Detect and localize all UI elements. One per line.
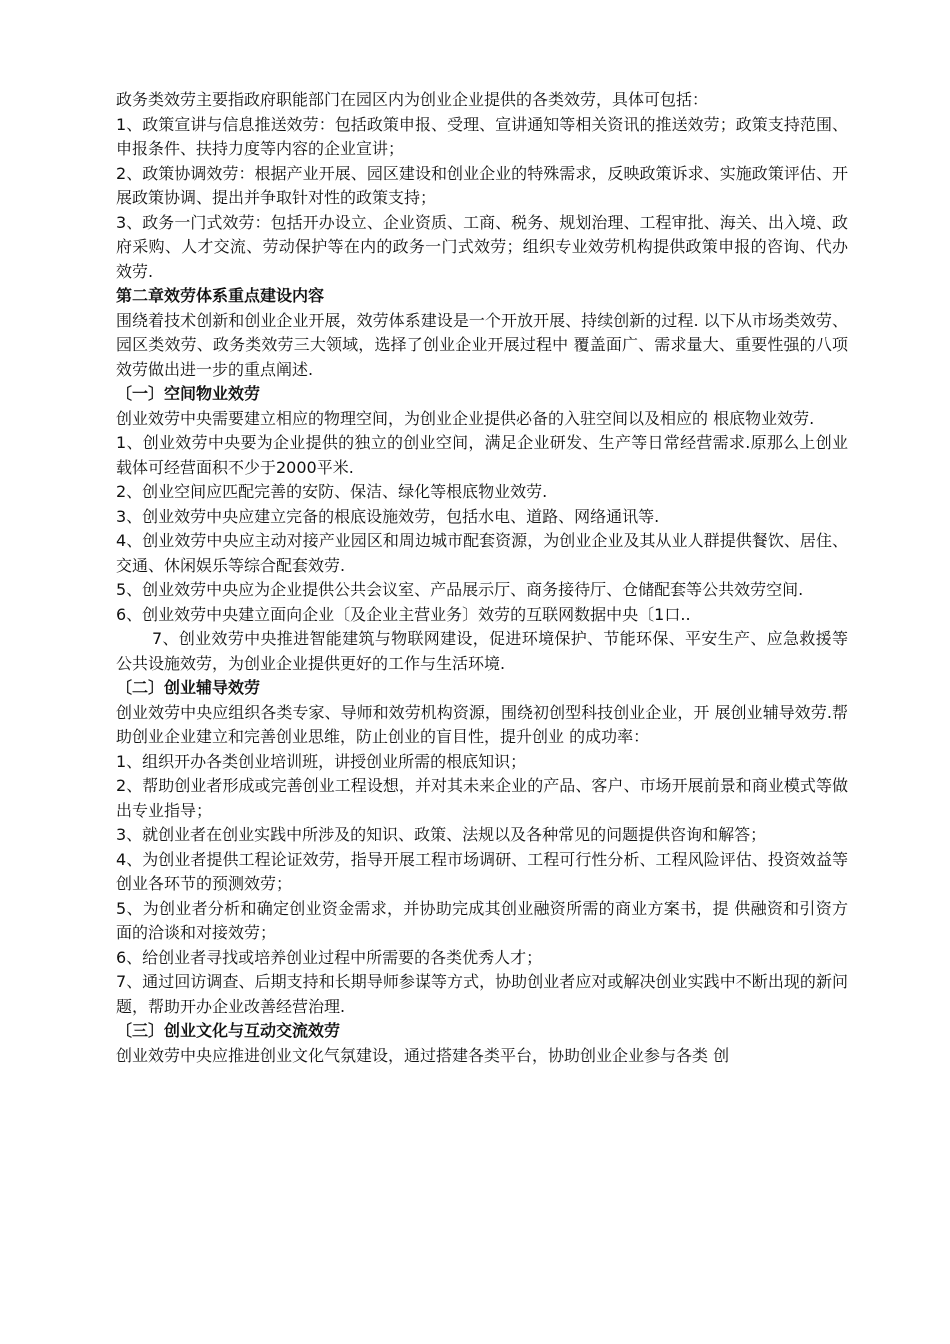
section-heading-culture-exchange: 〔三〕创业文化与互动交流效劳 — [116, 1021, 341, 1040]
paragraph: 围绕着技术创新和创业企业开展，效劳体系建设是一个开放开展、持续创新的过程. 以下从市场类效劳、园区类效劳、政务类效劳三大领域，选择了创业企业开展过程中 覆盖面广、需求量大、重要性强的八项效劳做出进一步的重点阐述. — [116, 310, 848, 379]
list-item: 7、通过回访调查、后期支持和长期导师参谋等方式，协助创业者应对或解决创业实践中不断出现的新问题，帮助开办企业改善经营治理. — [116, 972, 848, 1016]
list-item: 3、创业效劳中央应建立完备的根底设施效劳，包括水电、道路、网络通讯等. — [116, 506, 660, 526]
section-heading-startup-guidance: 〔二〕创业辅导效劳 — [116, 678, 261, 697]
list-item: 3、政务一门式效劳：包括开办设立、企业资质、工商、税务、规划治理、工程审批、海关、出入境、政府采购、人才交流、劳动保护等在内的政务一门式效劳；组织专业效劳机构提供政策申报的咨询、代办效劳. — [116, 212, 848, 281]
list-item: 6、给创业者寻找或培养创业过程中所需要的各类优秀人才； — [116, 947, 543, 967]
list-item: 4、为创业者提供工程论证效劳，指导开展工程市场调研、工程可行性分析、工程风险评估、投资效益等创业各环节的预测效劳； — [116, 849, 848, 893]
list-item: 3、就创业者在创业实践中所涉及的知识、政策、法规以及各种常见的问题提供咨询和解答； — [116, 825, 767, 844]
list-item: 6、创业效劳中央建立面向企业〔及企业主营业务〕效劳的互联网数据中央〔1口.. — [116, 604, 691, 624]
paragraph: 创业效劳中央需要建立相应的物理空间，为创业企业提供必备的入驻空间以及相应的 根底物业效劳. — [116, 408, 815, 428]
list-item: 5、创业效劳中央应为企业提供公共会议室、产品展示厅、商务接待厅、仓储配套等公共效劳空间. — [116, 580, 804, 599]
section-heading-space-property: 〔一〕空间物业效劳 — [116, 384, 261, 403]
list-item: 5、为创业者分析和确定创业资金需求，并协助完成其创业融资所需的商业方案书，提 供融资和引资方面的洽谈和对接效劳； — [116, 898, 848, 942]
list-item: 1、组织开办各类创业培训班，讲授创业所需的根底知识； — [116, 751, 527, 771]
list-item: 2、帮助创业者形成或完善创业工程设想，并对其未来企业的产品、客户、市场开展前景和商业模式等做出专业指导； — [116, 776, 848, 820]
document-body — [116, 88, 848, 1068]
list-item: 2、创业空间应匹配完善的安防、保洁、绿化等根底物业效劳. — [116, 482, 548, 501]
list-item: 2、政策协调效劳：根据产业开展、园区建设和创业企业的特殊需求，反映政策诉求、实施政策评估、开展政策协调、提出并争取针对性的政策支持； — [116, 163, 848, 207]
list-item: 1、政策宣讲与信息推送效劳：包括政策申报、受理、宣讲通知等相关资讯的推送效劳；政策支持范围、申报条件、扶持力度等内容的企业宣讲； — [116, 114, 848, 158]
chapter-heading: 第二章效劳体系重点建设内容 — [116, 286, 325, 305]
list-item: 4、创业效劳中央应主动对接产业园区和周边城市配套资源，为创业企业及其从业人群提供餐饮、居住、交通、休闲娱乐等综合配套效劳. — [116, 531, 848, 575]
paragraph-intro: 政务类效劳主要指政府职能部门在园区内为创业企业提供的各类效劳，具体可包括： — [116, 90, 709, 109]
paragraph: 创业效劳中央应组织各类专家、导师和效劳机构资源，围绕初创型科技创业企业，开 展创业辅导效劳.帮助创业企业建立和完善创业思维，防止创业的盲目性，提升创业 的成功率： — [116, 702, 848, 746]
list-item: 1、创业效劳中央要为企业提供的独立的创业空间，满足企业研发、生产等日常经营需求.原那么上创业载体可经营面积不少于2000平米. — [116, 433, 848, 477]
paragraph: 创业效劳中央应推进创业文化气氛建设，通过搭建各类平台，协助创业企业参与各类 创 — [116, 1045, 730, 1065]
list-item: 7、创业效劳中央推进智能建筑与物联网建设，促进环境保护、节能环保、平安生产、应急救援等公共设施效劳，为创业企业提供更好的工作与生活环境. — [116, 629, 848, 673]
